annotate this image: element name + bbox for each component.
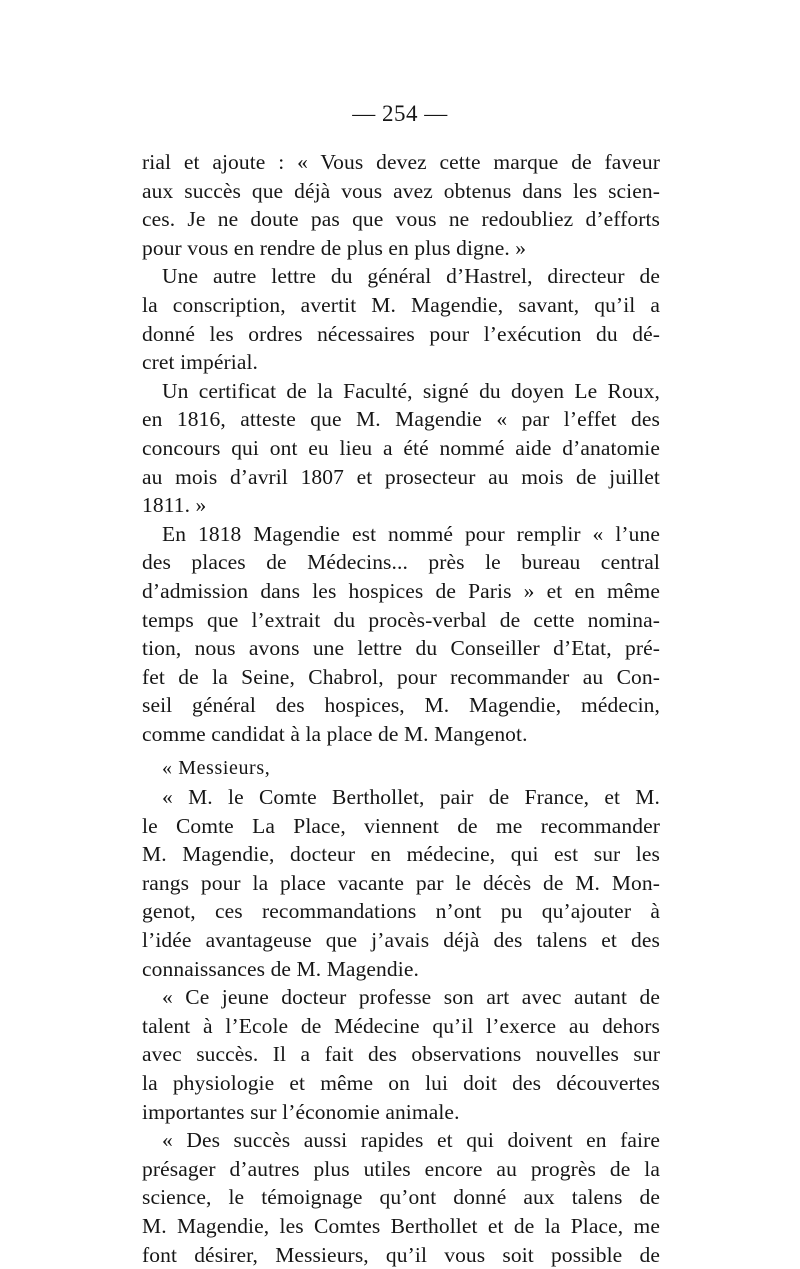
text-line: « Ce jeune docteur professe son art avec autant de — [162, 985, 660, 1010]
text-line: le Comte La Place, viennent de me recommander — [142, 813, 660, 838]
text-line: En 1818 Magendie est nommé pour remplir « l’une — [162, 521, 660, 546]
text-line: avec succès. Il a fait des observations nouvelles sur — [142, 1042, 660, 1067]
text-line: science, le témoignage qu’ont donné aux talens de — [142, 1185, 660, 1210]
text-line: pour vous en rendre de plus en plus digne. » — [142, 235, 527, 260]
text-line: genot, ces recommandations n’ont pu qu’ajouter à — [142, 899, 660, 924]
text-line: concours qui ont eu lieu a été nommé aide d’anatomie — [142, 435, 660, 460]
text-line: en 1816, atteste que M. Magendie « par l’effet des — [142, 407, 660, 432]
text-line: Une autre lettre du général d’Hastrel, directeur de — [162, 264, 660, 289]
text-line: tion, nous avons une lettre du Conseiller d’Etat, pré- — [142, 636, 660, 661]
text-line: M. Magendie, les Comtes Berthollet et de la Place, me — [142, 1213, 660, 1238]
text-line: temps que l’extrait du procès-verbal de cette nomina- — [142, 607, 660, 632]
letter-salutation: « Messieurs, — [162, 757, 271, 780]
text-line: la physiologie et même on lui doit des découvertes — [142, 1071, 660, 1095]
text-line: seil général des hospices, M. Magendie, médecin, — [142, 693, 660, 718]
text-line: rial et ajoute : « Vous devez cette marque de faveur — [142, 150, 660, 174]
text-line: font désirer, Messieurs, qu’il vous soit possible de — [142, 1242, 660, 1267]
text-line: aux succès que déjà vous avez obtenus dans les scien- — [142, 178, 660, 203]
text-line: fet de la Seine, Chabrol, pour recommander au Con- — [142, 664, 660, 689]
text-line: comme candidat à la place de M. Mangenot. — [142, 721, 528, 746]
text-line: « M. le Comte Berthollet, pair de France, et M. — [162, 785, 660, 810]
text-line: M. Magendie, docteur en médecine, qui est sur les — [142, 842, 660, 867]
text-line: ces. Je ne doute pas que vous ne redoubliez d’efforts — [142, 207, 660, 232]
text-line: « Des succès aussi rapides et qui doivent en faire — [162, 1128, 660, 1153]
text-line: cret impérial. — [142, 350, 259, 375]
page-number: — 254 — — [352, 101, 448, 126]
text-line: rangs pour la place vacante par le décès de M. Mon- — [142, 870, 660, 895]
body-text — [142, 148, 660, 1269]
text-line: connaissances de M. Magendie. — [142, 956, 419, 981]
text-line: au mois d’avril 1807 et prosecteur au mois de juillet — [142, 464, 660, 489]
text-line: 1811. » — [142, 493, 207, 518]
text-line: donné les ordres nécessaires pour l’exécution du dé- — [142, 321, 660, 346]
text-line: talent à l’Ecole de Médecine qu’il l’exerce au dehors — [142, 1013, 660, 1038]
text-line: d’admission dans les hospices de Paris » et en même — [142, 578, 660, 603]
text-line: l’idée avantageuse que j’avais déjà des talens et des — [142, 928, 660, 953]
text-line: Un certificat de la Faculté, signé du doyen Le Roux, — [162, 378, 660, 403]
text-line: la conscription, avertit M. Magendie, savant, qu’il a — [142, 292, 660, 317]
text-line: présager d’autres plus utiles encore au progrès de la — [142, 1156, 660, 1181]
text-line: importantes sur l’économie animale. — [142, 1099, 460, 1124]
text-line: des places de Médecins... près le bureau central — [142, 550, 660, 575]
